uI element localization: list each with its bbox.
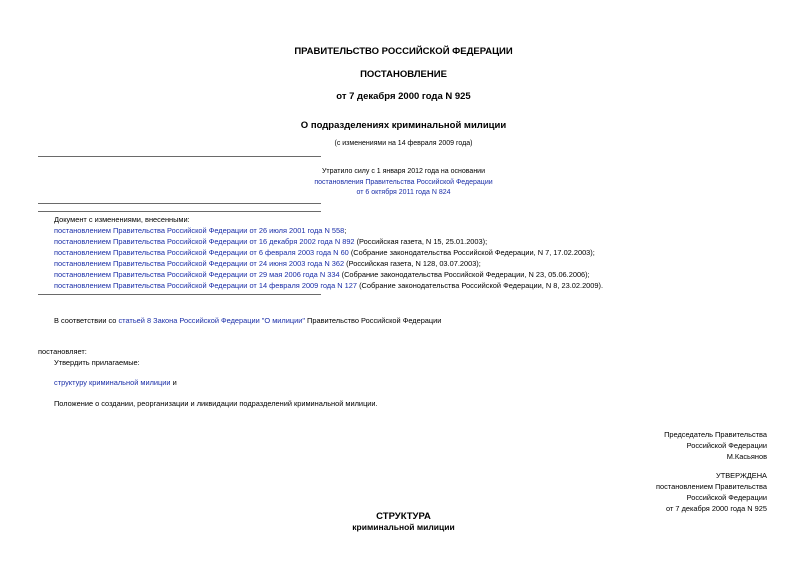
- void-basis-link-date[interactable]: от 6 октября 2011 года N 824: [356, 189, 451, 196]
- approved-item-regulation: Положение о создании, реорганизации и ликвидации подразделений криминальной милиции.: [54, 399, 378, 408]
- amendment-item: [54, 225, 346, 236]
- approve-text: Утвердить прилагаемые:: [54, 358, 140, 367]
- preamble: [54, 315, 441, 326]
- law-article-link[interactable]: статьей 8 Закона Российской Федерации "О милиции": [118, 316, 305, 325]
- amendment-link[interactable]: постановлением Правительства Российской Федерации от 6 февраля 2003 года N 60: [54, 248, 349, 257]
- structure-subtitle: криминальной милиции: [352, 522, 455, 532]
- structure-link[interactable]: структуру криминальной милиции: [54, 378, 171, 387]
- preamble-text: В соответствии со: [54, 316, 119, 325]
- divider: [38, 294, 321, 295]
- amendments-intro: Документ с изменениями, внесенными:: [54, 215, 190, 224]
- amendment-link[interactable]: постановлением Правительства Российской Федерации от 29 мая 2006 года N 334: [54, 270, 340, 279]
- signature-position: Председатель Правительства: [664, 430, 767, 439]
- structure-title: СТРУКТУРА: [376, 511, 431, 522]
- amendment-item: [54, 247, 595, 258]
- divider: [38, 156, 321, 157]
- amendment-source: (Собрание законодательства Российской Федерации, N 23, 05.06.2006);: [339, 270, 590, 279]
- approved-by-line1: постановлением Правительства: [656, 482, 767, 491]
- approved-item-structure: [54, 377, 177, 388]
- signature-country: Российской Федерации: [686, 441, 767, 450]
- amendment-link[interactable]: постановлением Правительства Российской Федерации от 24 июня 2003 года N 362: [54, 259, 345, 268]
- amendment-source: (Российская газета, N 15, 25.01.2003);: [354, 237, 488, 246]
- amendment-source: ;: [344, 226, 347, 235]
- preamble-text-tail: Правительство Российской Федерации: [304, 316, 442, 325]
- divider: [38, 203, 321, 204]
- void-basis-link[interactable]: постановления Правительства Российской Федерации: [314, 179, 493, 186]
- document-title: О подразделениях криминальной милиции: [300, 120, 507, 131]
- approved-by-date: от 7 декабря 2000 года N 925: [666, 504, 767, 513]
- signature-name: М.Касьянов: [726, 452, 767, 461]
- document-date-number: от 7 декабря 2000 года N 925: [336, 91, 471, 102]
- decrees-word: постановляет:: [38, 347, 87, 356]
- item-conjunction: и: [170, 378, 177, 387]
- divider: [38, 211, 321, 212]
- amended-note: (с изменениями на 14 февраля 2009 года): [334, 140, 473, 147]
- amendment-source: (Собрание законодательства Российской Федерации, N 8, 23.02.2009).: [357, 281, 604, 290]
- amendment-link[interactable]: постановлением Правительства Российской Федерации от 26 июля 2001 года N 558: [54, 226, 345, 235]
- amendment-item: [54, 269, 590, 280]
- amendment-item: [54, 280, 603, 291]
- amendment-item: [54, 258, 481, 269]
- void-notice-text: Утратило силу с 1 января 2012 года на основании: [321, 168, 486, 175]
- amendment-source: (Собрание законодательства Российской Федерации, N 7, 17.02.2003);: [348, 248, 595, 257]
- amendment-link[interactable]: постановлением Правительства Российской Федерации от 16 декабря 2002 года N 892: [54, 237, 355, 246]
- amendment-source: (Российская газета, N 128, 03.07.2003);: [344, 259, 481, 268]
- amendment-item: [54, 236, 487, 247]
- document-type: ПОСТАНОВЛЕНИЕ: [360, 69, 447, 80]
- government-heading: ПРАВИТЕЛЬСТВО РОССИЙСКОЙ ФЕДЕРАЦИИ: [294, 46, 513, 57]
- approved-by-line2: Российской Федерации: [686, 493, 767, 502]
- amendment-link[interactable]: постановлением Правительства Российской Федерации от 14 февраля 2009 года N 127: [54, 281, 358, 290]
- approved-label: УТВЕРЖДЕНА: [716, 471, 767, 480]
